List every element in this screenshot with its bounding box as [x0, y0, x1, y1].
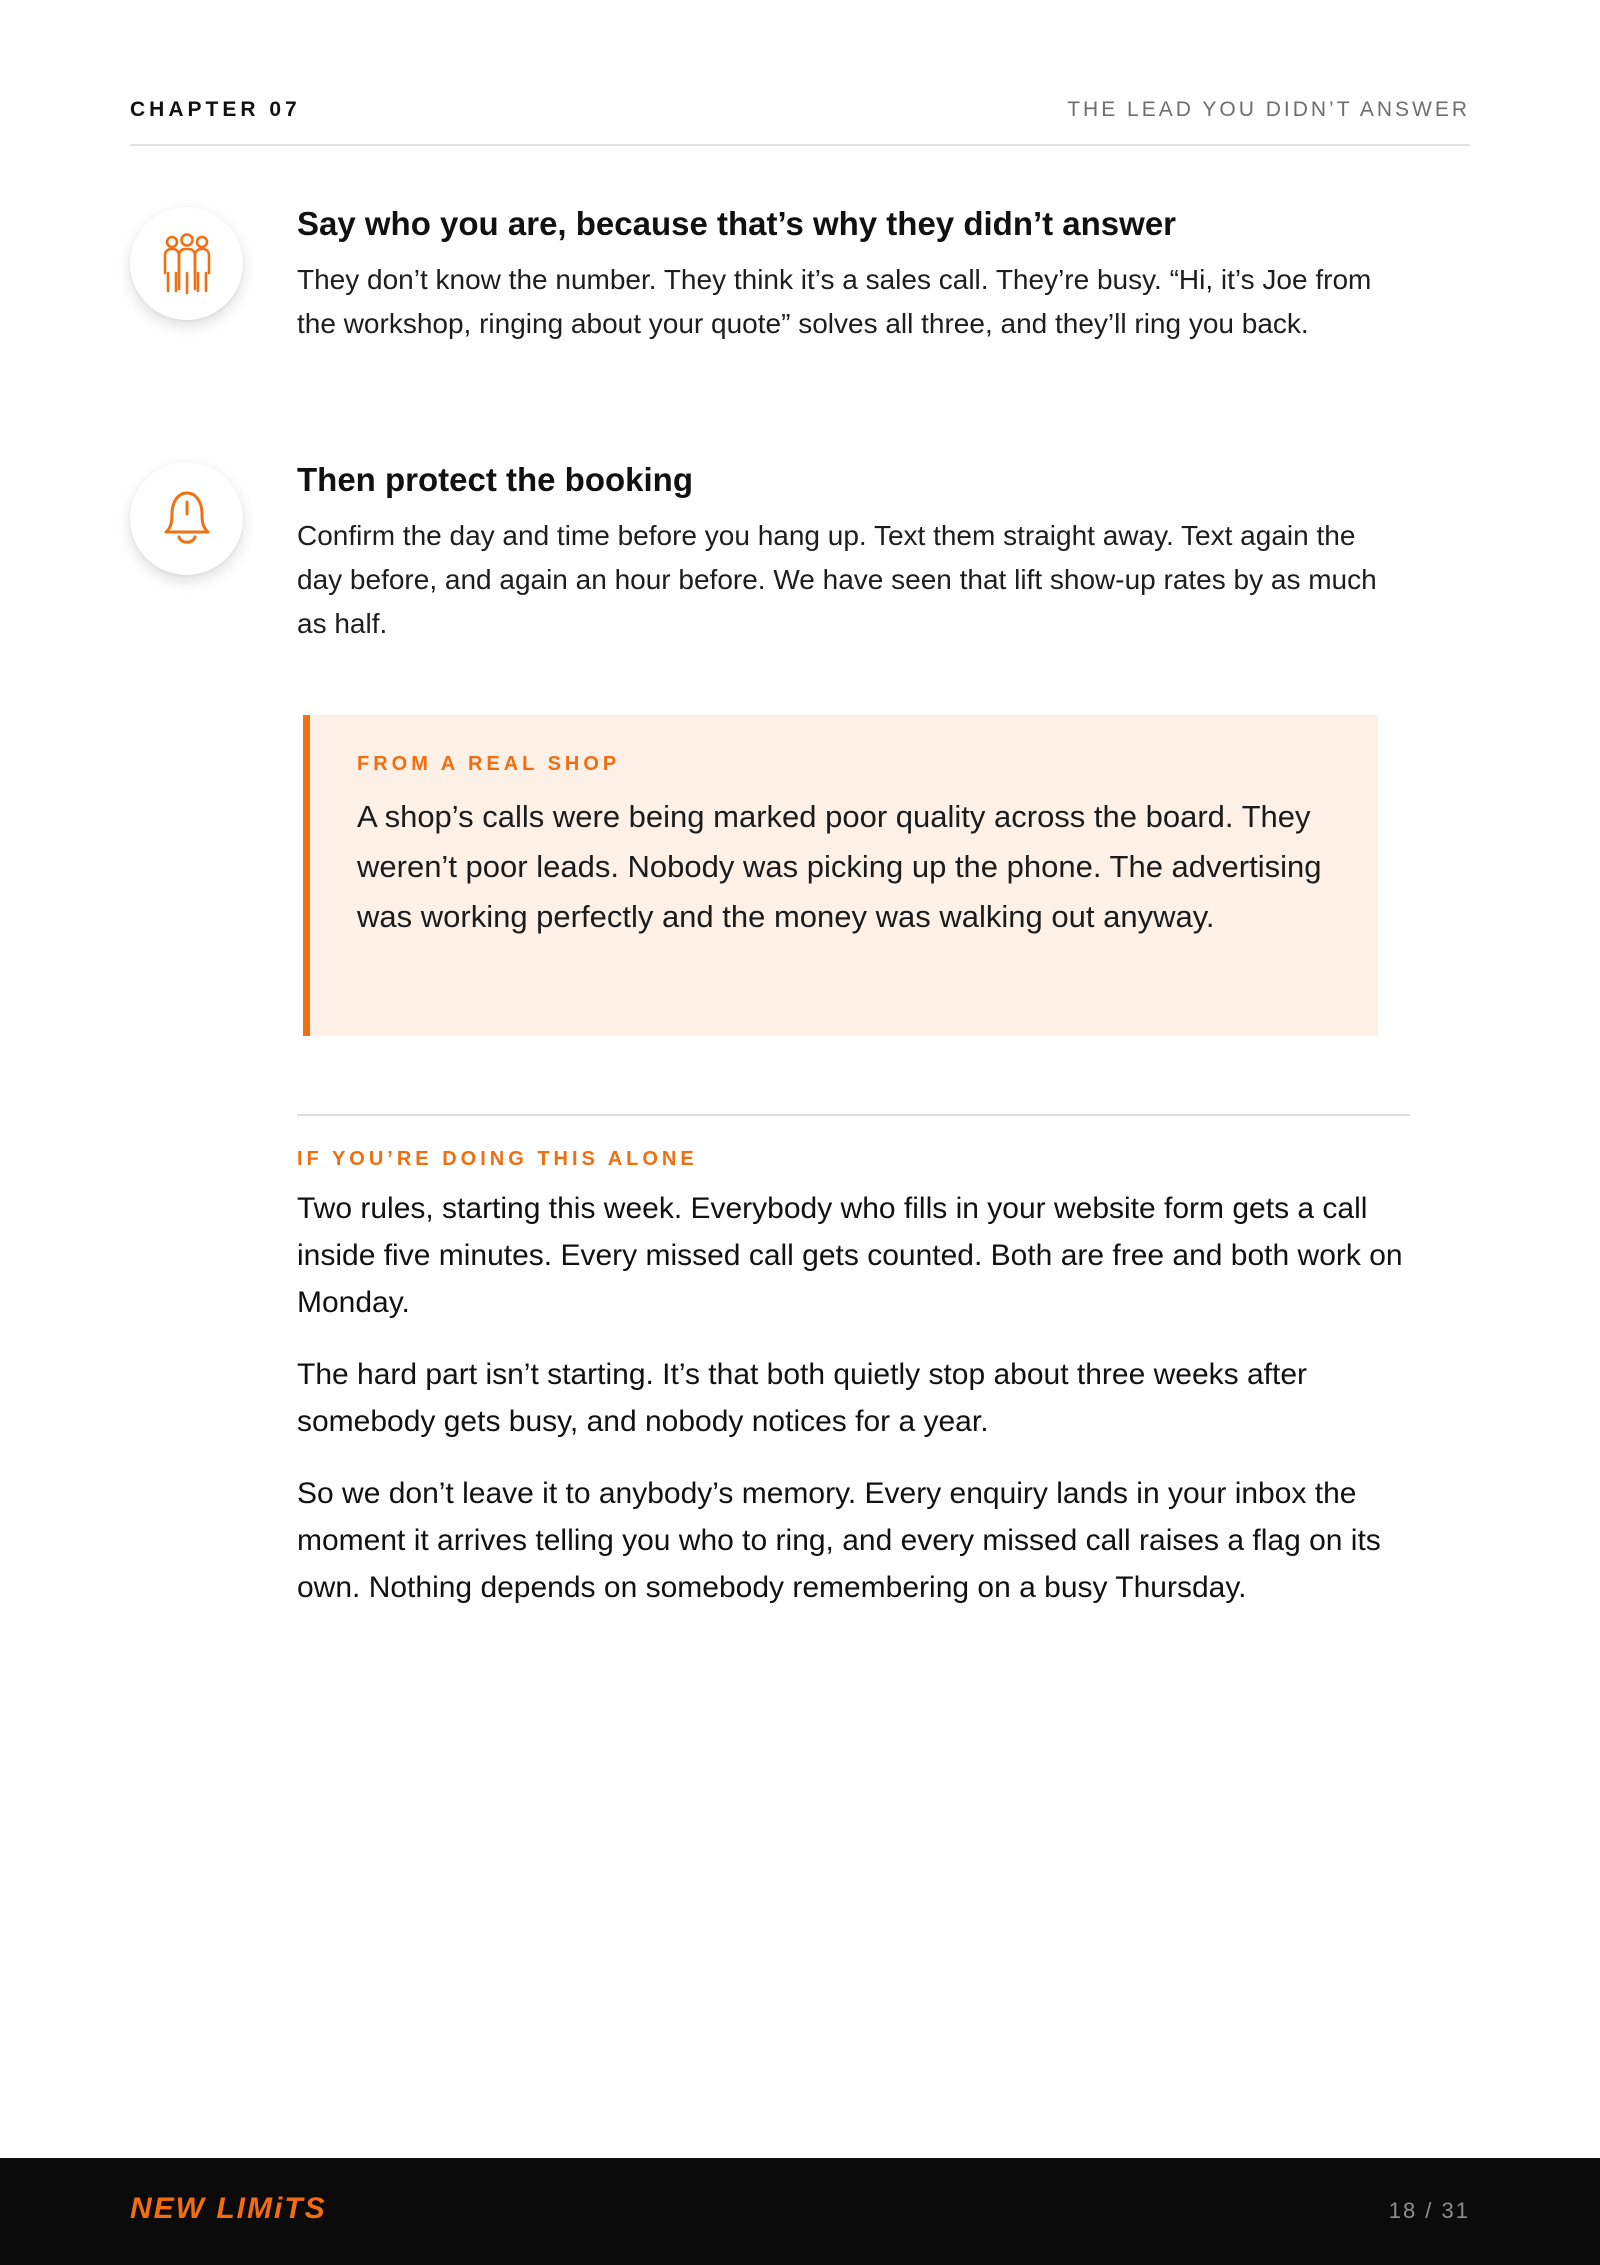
people-group-icon	[158, 233, 216, 295]
callout-text: A shop’s calls were being marked poor quality across the board. They weren’t poor leads. Nobody was picking up the phone. The advertising was working perfectly and the money was walking out anyway.	[357, 799, 1322, 934]
chapter-title: THE LEAD YOU DIDN’T ANSWER	[1067, 98, 1470, 121]
brand-logo: NEW LIMiTS	[130, 2192, 327, 2225]
section-heading: Then protect the booking	[297, 461, 693, 498]
bell-icon-badge	[130, 462, 243, 575]
doing-alone-paragraph: Two rules, starting this week. Everybody who fills in your website form gets a call inside five minutes. Every missed call gets counted. Both are free and both work on Monday.	[297, 1192, 1403, 1319]
section-protect-booking	[297, 459, 1377, 646]
page-header	[130, 98, 1470, 146]
chapter-label: CHAPTER 07	[130, 98, 301, 121]
doing-alone-section	[297, 1114, 1410, 1636]
section-say-who-you-are	[297, 203, 1377, 346]
callout-kicker: FROM A REAL SHOP	[357, 753, 621, 775]
section-body: They don’t know the number. They think it’s a sales call. They’re busy. “Hi, it’s Joe from the workshop, ringing about your quote” solves all three, and they’ll ring you back.	[297, 263, 1372, 339]
people-group-icon-badge	[130, 207, 243, 320]
doing-alone-kicker: IF YOU’RE DOING THIS ALONE	[297, 1148, 698, 1170]
doing-alone-paragraph: The hard part isn’t starting. It’s that both quietly stop about three weeks after somebody gets busy, and nobody notices for a year.	[297, 1358, 1308, 1438]
page-footer	[0, 2158, 1600, 2265]
bell-icon	[158, 488, 216, 550]
doing-alone-paragraph: So we don’t leave it to anybody’s memory. Every enquiry lands in your inbox the moment it arrives telling you who to ring, and every missed call raises a flag on its own. Nothing depends on somebody remembering on a busy Thursday.	[297, 1477, 1381, 1604]
section-body: Confirm the day and time before you hang up. Text them straight away. Text again the day before, and again an hour before. We have seen that lift show-up rates by as much as half.	[297, 519, 1377, 639]
real-shop-callout	[303, 715, 1378, 1036]
page-number: 18 / 31	[1388, 2198, 1470, 2223]
section-heading: Say who you are, because that’s why they didn’t answer	[297, 205, 1177, 242]
